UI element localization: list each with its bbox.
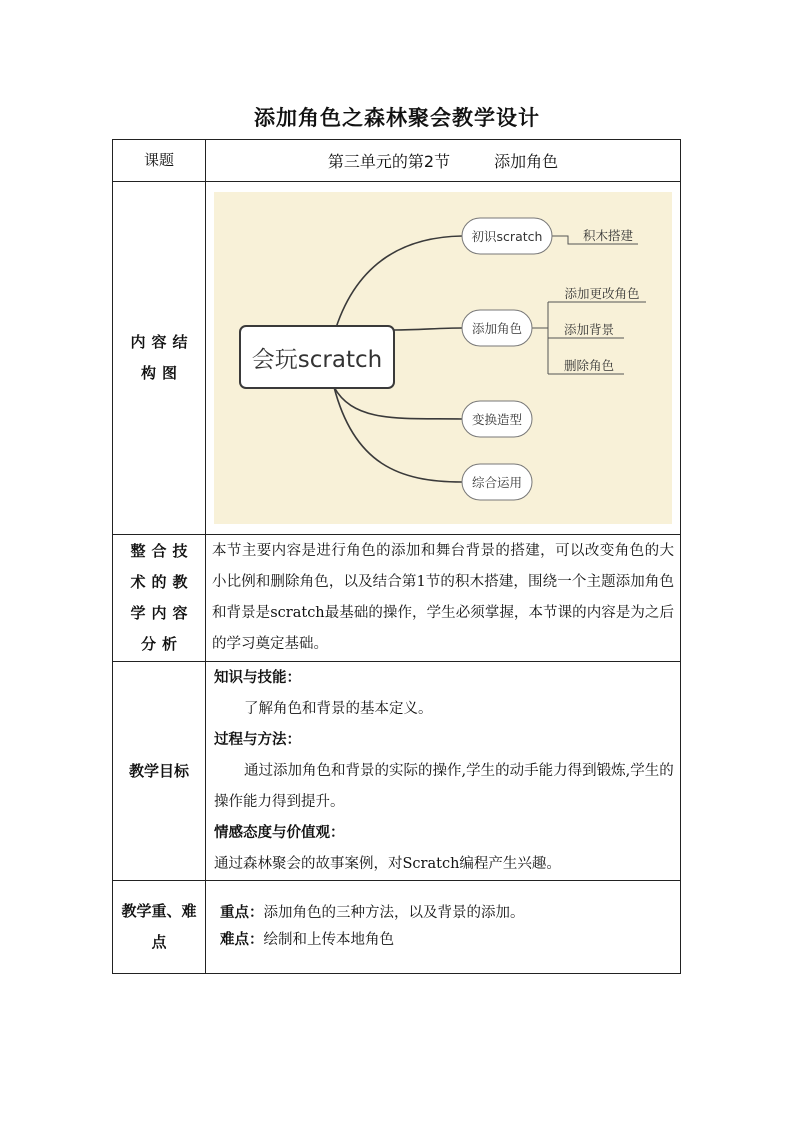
root-node-label: 会玩scratch [251, 347, 383, 373]
branch-label-2: 添加角色 [471, 321, 523, 336]
difficulty-line [206, 927, 680, 954]
analysis-text: 本节主要内容是进行角色的添加和舞台背景的搭建，可以改变角色的大小比例和删除角色，以及结合第1节的积木搭建，围绕一个主题添加角色和背景是scratch最基础的操作，学生必须掌握，本节课的内容是为之后的学习奠定基础。 [212, 543, 674, 652]
key-points-label: 教学重、难 点 [113, 881, 206, 974]
emotion-text: 通过森林聚会的故事案例，对Scratch编程产生兴趣。 [214, 855, 561, 872]
row-key-points [113, 881, 681, 974]
branch-label-4: 综合运用 [471, 475, 523, 490]
topic-unit: 第三单元的第2节 [327, 152, 451, 171]
row-topic [113, 140, 681, 182]
difficulty-heading: 难点： [220, 932, 264, 948]
lesson-plan-table [112, 139, 681, 974]
emotion-heading: 情感态度与价值观： [214, 824, 345, 841]
topic-label: 课题 [113, 140, 206, 182]
structure-label: 内容结 构图 [113, 182, 206, 535]
branch-label-1: 初识scratch [471, 229, 543, 244]
mindmap-svg [214, 192, 672, 524]
link-root-b2 [394, 328, 462, 330]
analysis-content [206, 535, 681, 662]
link-root-b1 [334, 236, 462, 334]
process-heading: 过程与方法： [214, 731, 301, 748]
process-text: 通过添加角色和背景的实际的操作,学生的动手能力得到锻炼,学生的操作能力得到提升。 [214, 762, 674, 810]
focus-line [206, 900, 680, 927]
topic-name: 添加角色 [494, 152, 559, 171]
key-points-content [206, 881, 681, 974]
leaf-label-2-1: 添加更改角色 [564, 286, 640, 301]
goals-content [206, 662, 681, 881]
row-goals [113, 662, 681, 881]
knowledge-heading: 知识与技能： [214, 669, 301, 686]
branch-label-3: 变换造型 [471, 412, 523, 427]
knowledge-text: 了解角色和背景的基本定义。 [244, 700, 433, 717]
analysis-label: 整合技 术的教 学内容 分析 [113, 535, 206, 662]
leaf-label-1-1: 积木搭建 [582, 228, 634, 243]
mindmap [214, 192, 672, 524]
row-structure [113, 182, 681, 535]
topic-value [206, 140, 681, 182]
link-root-b3 [334, 387, 462, 419]
leaf-label-2-2: 添加背景 [563, 322, 615, 337]
leaf-label-2-3: 删除角色 [563, 358, 615, 373]
row-analysis [113, 535, 681, 662]
goals-label: 教学目标 [113, 662, 206, 881]
structure-mindmap-cell [206, 182, 681, 535]
document-title: 添加角色之森林聚会教学设计 [254, 106, 540, 130]
difficulty-text: 绘制和上传本地角色 [263, 932, 394, 948]
link-root-b4 [334, 387, 462, 482]
focus-text: 添加角色的三种方法，以及背景的添加。 [263, 905, 525, 921]
focus-heading: 重点： [220, 905, 264, 921]
